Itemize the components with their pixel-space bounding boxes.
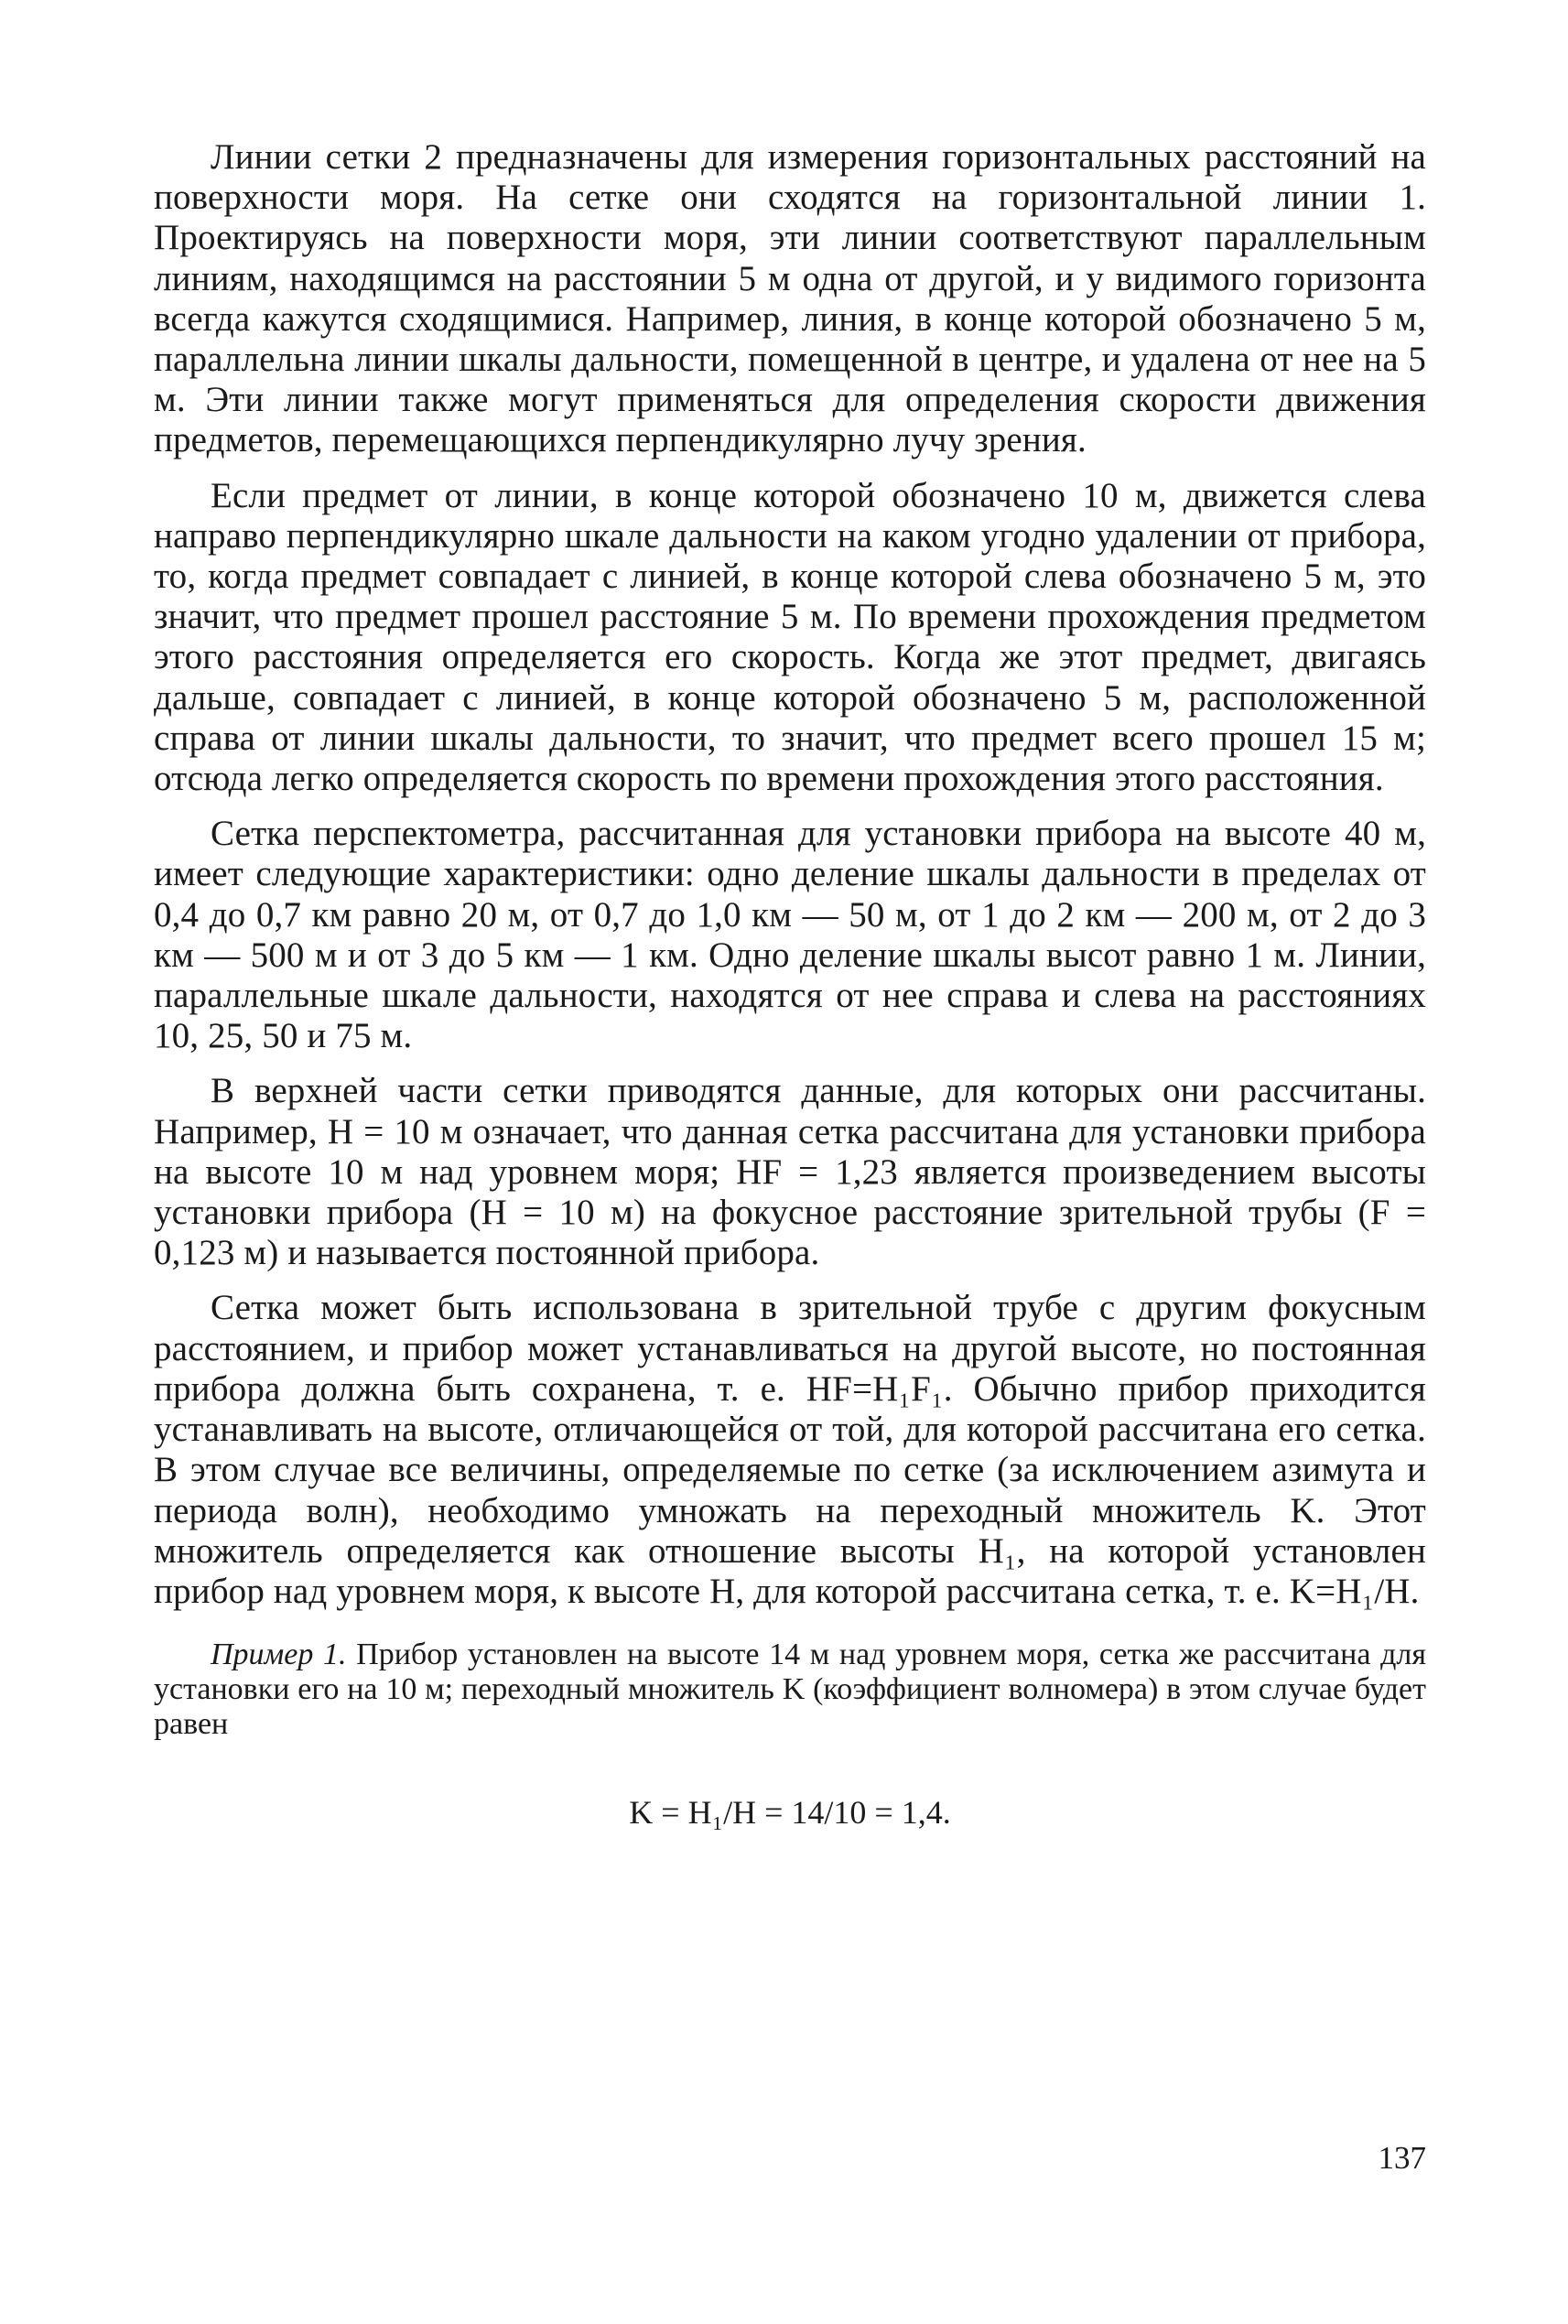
paragraph-5: Сетка может быть использована в зрительной трубе с другим фокусным расстоянием, и прибор может устанавливаться на другой высоте, но постоянная прибора должна быть сохранена, т. е. HF=H₁F₁. Обычно прибор приходится устанавливать на высоте, отличающейся от той, для которой рассчитана его сетка. В этом случае все величины, определяемые по сетке (за исключением азимута и периода волн), необходимо умножать на переходный множитель K. Этот множитель определяется как отношение высоты H₁, на которой установлен прибор над уровнем моря, к высоте H, для которой рассчитана сетка, т. е. K=H₁/H. bbox=[154, 1288, 1426, 1611]
example-label: Пример 1. bbox=[211, 1638, 347, 1672]
example-text: Прибор установлен на высоте 14 м над уровнем моря, сетка же рассчитана для установки его на 10 м; переходный множитель K (коэффициент волномера) в этом случае будет равен bbox=[154, 1638, 1427, 1742]
example-block bbox=[154, 1638, 1426, 1742]
paragraph-1: Линии сетки 2 предназначены для измерения горизонтальных расстояний на поверхности моря. На сетке они сходятся на горизонтальной линии 1. Проектируясь на поверхности моря, эти линии соответствуют параллельным линиям, находящимся на расстоянии 5 м одна от другой, и у видимого горизонта всегда кажутся сходящимися. Например, линия, в конце которой обозначено 5 м, параллельна линии шкалы дальности, помещенной в центре, и удалена от нее на 5 м. Эти линии также могут применяться для определения скорости движения предметов, перемещающихся перпендикулярно лучу зрения. bbox=[154, 137, 1426, 460]
page-body bbox=[154, 137, 1426, 1832]
paragraph-2: Если предмет от линии, в конце которой обозначено 10 м, движется слева направо перпендикулярно шкале дальности на каком угодно удалении от прибора, то, когда предмет совпадает с линией, в конце которой слева обозначено 5 м, это значит, что предмет прошел расстояние 5 м. По времени прохождения предметом этого расстояния определяется его скорость. Когда же этот предмет, двигаясь дальше, совпадает с линией, в конце которой обозначено 5 м, расположенной справа от линии шкалы дальности, то значит, что предмет всего прошел 15 м; отсюда легко определяется скорость по времени прохождения этого расстояния. bbox=[154, 475, 1426, 799]
paragraph-4: В верхней части сетки приводятся данные, для которых они рассчитаны. Например, H = 10 м означает, что данная сетка рассчитана для установки прибора на высоте 10 м над уровнем моря; HF = 1,23 является произведением высоты установки прибора (H = 10 м) на фокусное расстояние зрительной трубы (F = 0,123 м) и называется постоянной прибора. bbox=[154, 1071, 1426, 1273]
page-number: 137 bbox=[1378, 2140, 1426, 2176]
formula: K = H₁/H = 14/10 = 1,4. bbox=[629, 1794, 951, 1832]
paragraph-3: Сетка перспектометра, рассчитанная для установки прибора на высоте 40 м, имеет следующие характеристики: одно деление шкалы дальности в пределах от 0,4 до 0,7 км равно 20 м, от 0,7 до 1,0 км — 50 м, от 1 до 2 км — 200 м, от 2 до 3 км — 500 м и от 3 до 5 км — 1 км. Одно деление шкалы высот равно 1 м. Линии, параллельные шкале дальности, находятся от нее справа и слева на расстояниях 10, 25, 50 и 75 м. bbox=[154, 814, 1426, 1056]
